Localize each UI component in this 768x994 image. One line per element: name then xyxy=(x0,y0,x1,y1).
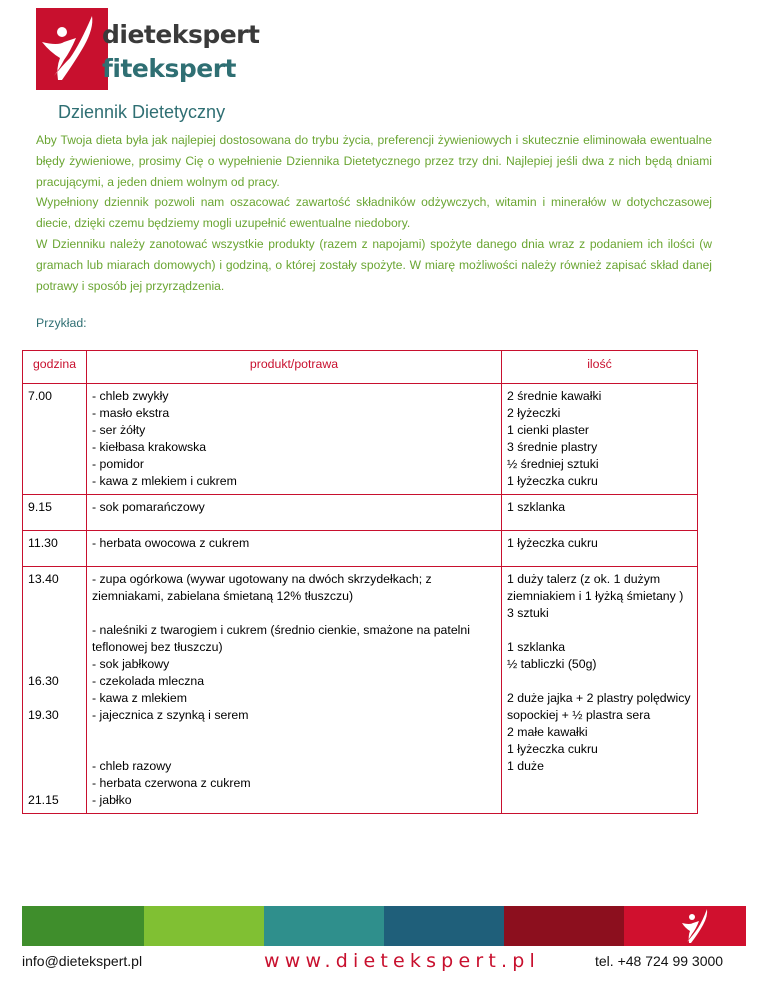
cell-amount: 1 szklanka xyxy=(502,495,698,531)
amount-item: ½ średniej sztuki xyxy=(507,457,599,471)
header-time: godzina xyxy=(23,351,87,384)
cell-amounts xyxy=(502,384,698,495)
table-row xyxy=(23,495,698,531)
product-item: - ser żółty xyxy=(92,423,146,437)
amount-item: 1 cienki plaster xyxy=(507,423,590,437)
product-item: - chleb zwykły xyxy=(92,389,169,403)
product-item: - czekolada mleczna xyxy=(92,674,205,688)
amount-item: 3 sztuki xyxy=(507,606,549,620)
footer-bar xyxy=(504,906,624,946)
footer-logo-mark-icon xyxy=(676,906,716,946)
cell-time: 7.00 xyxy=(23,384,87,495)
intro-paragraph-3: W Dzienniku należy zanotować wszystkie produkty (razem z napojami) spożyte danego dnia wraz z podaniem ich ilości (w gramach lub miarach domowych) i godziną, o której zostały spożyte. W miarę możliwości należy również zapisać skład danej potrawy i sposób jej przyrządzenia. xyxy=(36,236,712,293)
cell-product: - sok pomarańczowy xyxy=(87,495,502,531)
product-item: - kawa z mlekiem xyxy=(92,691,187,705)
cell-products xyxy=(87,567,502,814)
cell-product: - herbata owocowa z cukrem xyxy=(87,531,502,567)
product-item: - masło ekstra xyxy=(92,406,170,420)
amount-item: 1 duże xyxy=(507,759,544,773)
product-item: - naleśniki z twarogiem i cukrem (średnio cienkie, smażone na patelni teflonowej bez tłuszczu) xyxy=(92,623,470,654)
page-title: Dziennik Dietetyczny xyxy=(58,102,226,122)
product-item: - kawa z mlekiem i cukrem xyxy=(92,474,237,488)
product-item: - kiełbasa krakowska xyxy=(92,440,207,454)
footer-bar xyxy=(384,906,504,946)
amount-item: 1 szklanka xyxy=(507,640,566,654)
cell-amounts xyxy=(502,567,698,814)
amount-item: 2 małe kawałki xyxy=(507,725,588,739)
diary-table xyxy=(22,350,698,814)
product-item: - zupa ogórkowa (wywar ugotowany na dwóch skrzydełkach; z ziemniakami, zabielana śmietaną 12% tłuszczu) xyxy=(92,572,432,603)
product-item: - jabłko xyxy=(92,793,132,807)
table-header-row xyxy=(23,351,698,384)
time-item: 13.40 xyxy=(28,572,59,586)
product-item: - pomidor xyxy=(92,457,144,471)
cell-times xyxy=(23,567,87,814)
amount-item: 1 łyżeczka cukru xyxy=(507,742,598,756)
logo xyxy=(36,8,260,90)
footer-color-bars xyxy=(22,906,746,946)
table-row xyxy=(23,531,698,567)
logo-mark-icon xyxy=(36,8,108,90)
product-item: - chleb razowy xyxy=(92,759,172,773)
intro-paragraph-1: Aby Twoja dieta była jak najlepiej dostosowana do trybu życia, preferencji żywieniowych i skutecznie eliminowała ewentualne błędy żywieniowe, prosimy Cię o wypełnienie Dziennika Dietetycznego przez trzy dni. Najlepiej jeśli dwa z nich będą dniami pracującymi, a jeden dniem wolnym od pracy. xyxy=(36,133,712,189)
intro-text xyxy=(36,130,712,296)
footer-phone: tel. +48 724 99 3000 xyxy=(595,953,724,969)
cell-time: 9.15 xyxy=(23,495,87,531)
time-item: 21.15 xyxy=(28,793,59,807)
cell-time: 11.30 xyxy=(23,531,87,567)
footer-website-link[interactable]: www.dietekspert.pl xyxy=(264,950,540,972)
header-amount: ilość xyxy=(502,351,698,384)
intro-paragraph-2: Wypełniony dziennik pozwoli nam oszacować zawartość składników odżywczych, witamin i minerałów w dotychczasowej diecie, dzięki czemu będziemy mogli uzupełnić ewentualne niedobory. xyxy=(36,195,712,231)
footer-bar xyxy=(624,906,746,946)
amount-item: 2 duże jajka + 2 plastry polędwicy sopockiej + ½ plastra sera xyxy=(507,691,691,722)
cell-products xyxy=(87,384,502,495)
table-row xyxy=(23,567,698,814)
amount-item: 2 łyżeczki xyxy=(507,406,561,420)
logo-text-dietekspert: dietekspert xyxy=(102,20,260,49)
table-row xyxy=(23,384,698,495)
footer-bar xyxy=(144,906,264,946)
example-label: Przykład: xyxy=(36,316,87,330)
cell-amount: 1 łyżeczka cukru xyxy=(502,531,698,567)
product-item: - jajecznica z szynką i serem xyxy=(92,708,249,722)
header-product: produkt/potrawa xyxy=(87,351,502,384)
footer-email-link[interactable]: info@dietekspert.pl xyxy=(22,953,143,969)
amount-item: 2 średnie kawałki xyxy=(507,389,602,403)
product-item: - sok jabłkowy xyxy=(92,657,170,671)
footer-bar xyxy=(22,906,144,946)
time-item: 19.30 xyxy=(28,708,59,722)
amount-item: 1 duży talerz (z ok. 1 dużym ziemniakiem i 1 łyżką śmietany ) xyxy=(507,572,684,603)
amount-item: 1 łyżeczka cukru xyxy=(507,474,598,488)
footer-bar xyxy=(264,906,384,946)
amount-item: ½ tabliczki (50g) xyxy=(507,657,597,671)
product-item: - herbata czerwona z cukrem xyxy=(92,776,251,790)
logo-text-fitekspert: fitekspert xyxy=(102,54,236,83)
amount-item: 3 średnie plastry xyxy=(507,440,598,454)
time-item: 16.30 xyxy=(28,674,59,688)
